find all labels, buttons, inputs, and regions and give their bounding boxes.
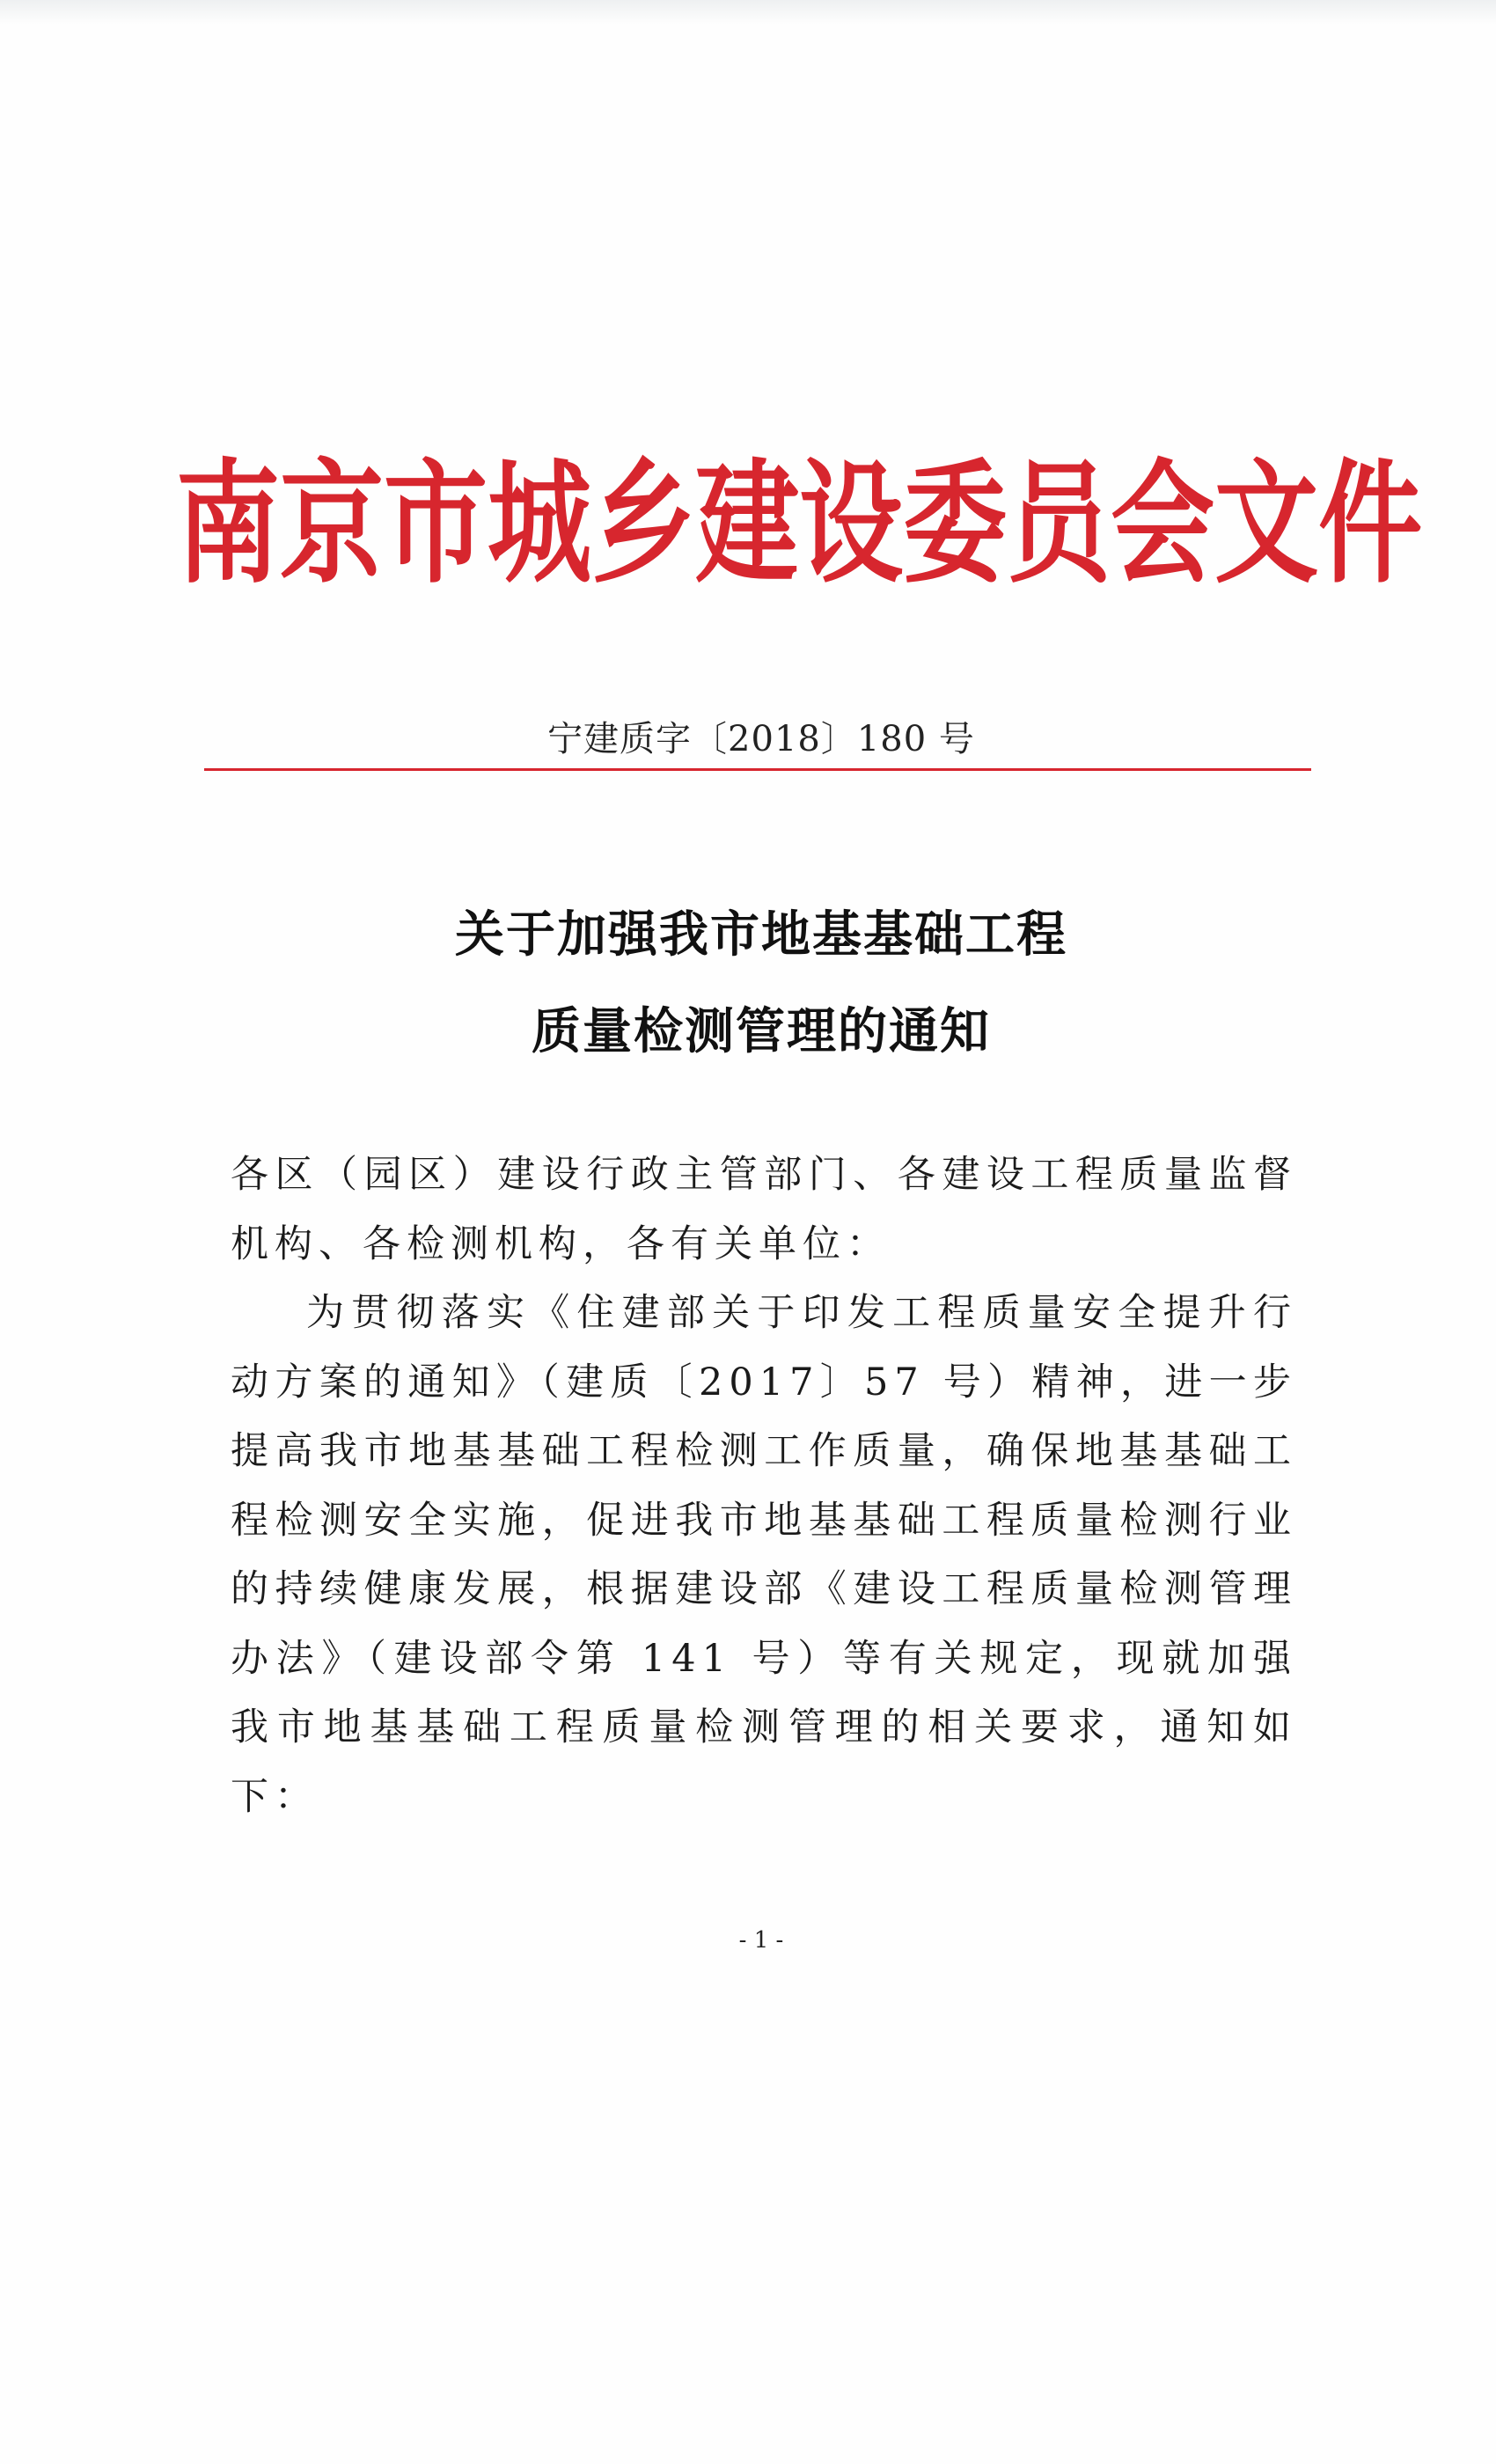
document-number: 宁建质字〔2018〕180 号 <box>547 719 975 759</box>
document-body <box>231 1140 1297 1831</box>
masthead <box>176 444 1423 602</box>
masthead-char: 京 <box>280 444 385 602</box>
masthead-char: 南 <box>176 444 281 602</box>
masthead-char: 乡 <box>591 444 696 602</box>
masthead-char: 会 <box>1111 444 1215 602</box>
masthead-char: 员 <box>1007 444 1111 602</box>
masthead-char: 建 <box>695 444 800 602</box>
masthead-char: 文 <box>1214 444 1319 602</box>
masthead-char: 件 <box>1318 444 1423 602</box>
masthead-char: 城 <box>488 444 592 602</box>
recipients-paragraph: 各区（园区）建设行政主管部门、各建设工程质量监督机构、各检测机构，各有关单位： <box>231 1153 1297 1266</box>
masthead-char: 委 <box>903 444 1008 602</box>
scan-edge <box>0 0 1496 25</box>
red-divider-rule <box>204 768 1311 771</box>
masthead-char: 设 <box>799 444 904 602</box>
body-paragraph: 为贯彻落实《住建部关于印发工程质量安全提升行动方案的通知》（建质〔2017〕57 号）精神，进一步提高我市地基基础工程检测工作质量，确保地基基础工程检测安全实施，促进我市地基基础工程质量检测行业的持续健康发展，根据建设部《建设工程质量检测管理办法》（建设部令第 141 号）等有关规定，现就加强我市地基基础工程质量检测管理的相关要求，通知如下： <box>231 1291 1297 1819</box>
masthead-char: 市 <box>384 444 488 602</box>
document-title-line-2: 质量检测管理的通知 <box>532 1002 991 1060</box>
document-title-line-1: 关于加强我市地基基础工程 <box>455 906 1067 964</box>
page-number: - 1 - <box>738 1927 784 1954</box>
